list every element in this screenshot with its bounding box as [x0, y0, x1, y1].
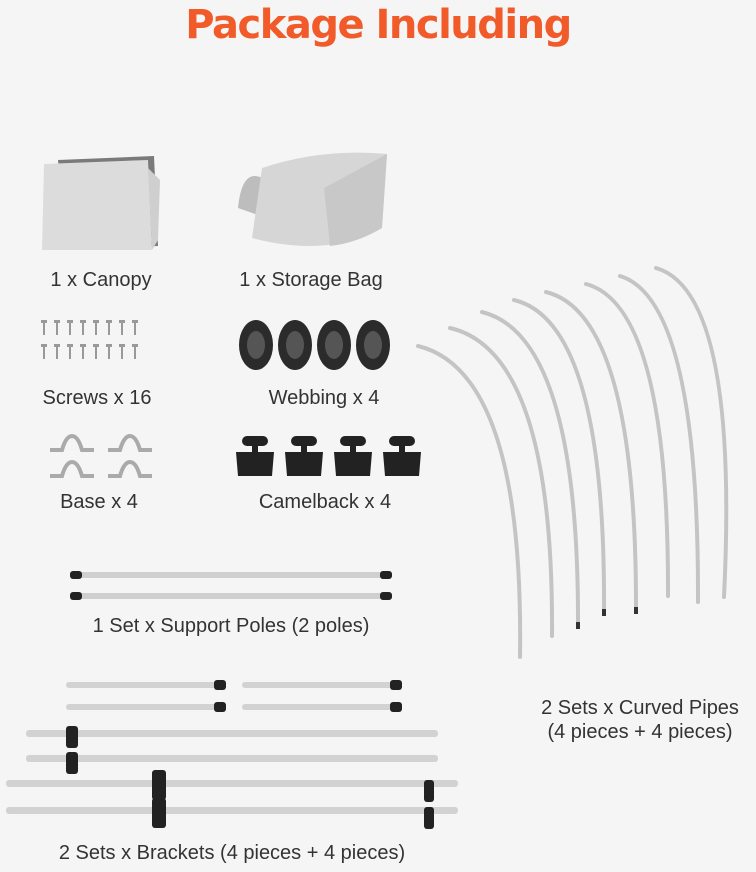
curved-pipes-label: 2 Sets x Curved Pipes — [541, 697, 739, 719]
brackets-icon — [6, 674, 462, 840]
screws-icon — [38, 320, 143, 365]
page-title: Package Including — [185, 2, 571, 48]
camelback-icon — [228, 432, 424, 480]
curved-pipes-icon — [414, 262, 756, 667]
webbing-label: Webbing x 4 — [268, 387, 380, 409]
storage-bag-icon — [232, 148, 392, 253]
canopy-icon — [36, 150, 166, 255]
curved-pipes-caption — [520, 696, 756, 744]
base-label: Base x 4 — [60, 491, 138, 513]
webbing-icon — [236, 318, 396, 372]
canopy-label: 1 x Canopy — [50, 269, 152, 291]
screws-label: Screws x 16 — [42, 387, 152, 409]
storage-bag-label: 1 x Storage Bag — [239, 269, 383, 291]
support-poles-icon — [70, 568, 392, 604]
camelback-label: Camelback x 4 — [258, 491, 392, 513]
base-icon — [46, 432, 158, 482]
support-poles-label: 1 Set x Support Poles (2 poles) — [92, 615, 370, 637]
brackets-label: 2 Sets x Brackets (4 pieces + 4 pieces) — [58, 842, 406, 864]
curved-pipes-sublabel: (4 pieces + 4 pieces) — [547, 721, 733, 743]
